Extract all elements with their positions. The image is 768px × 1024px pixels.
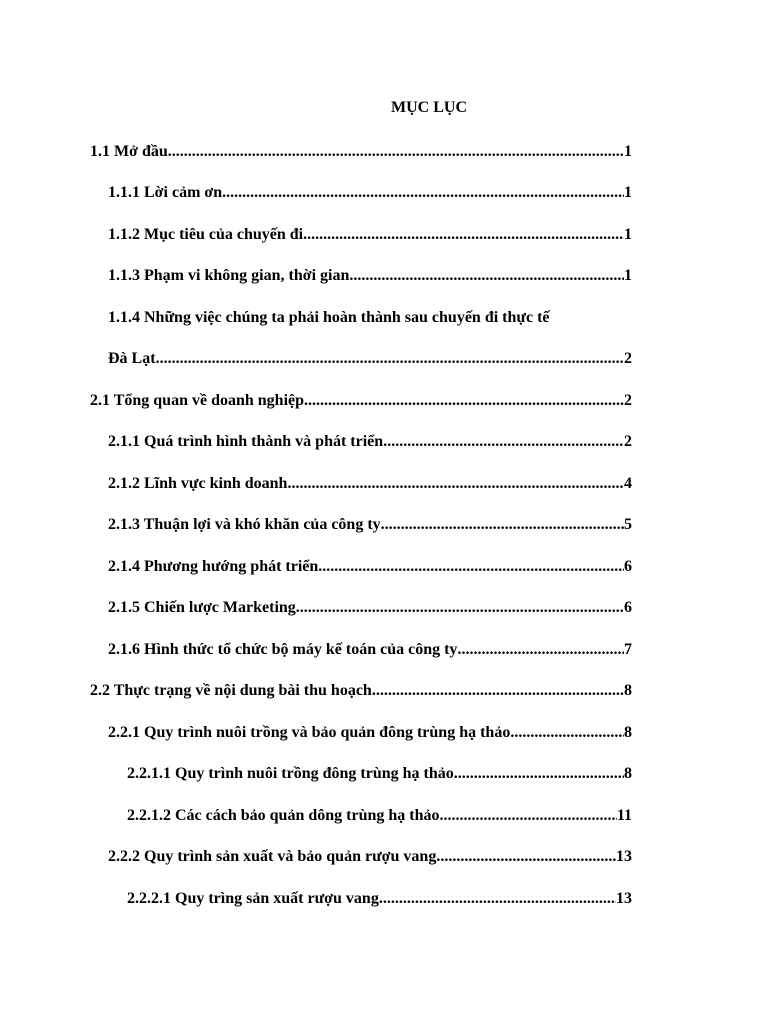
toc-leader-dots bbox=[383, 433, 624, 451]
toc-leader-dots bbox=[287, 475, 624, 493]
toc-entry-text: Đà Lạt bbox=[108, 350, 156, 367]
toc-leader-dots bbox=[304, 392, 624, 410]
toc-entry-text: 2.2.2.1 Quy trìng sản xuất rượu vang bbox=[127, 890, 379, 907]
toc-entry-page: 1 bbox=[624, 143, 632, 160]
toc-leader-dots bbox=[381, 516, 624, 534]
toc-entry[interactable] bbox=[108, 267, 632, 291]
toc-entry-page: 2 bbox=[624, 433, 632, 450]
toc-entry-text: 2.1.2 Lĩnh vực kinh doanh bbox=[108, 475, 288, 492]
toc-leader-dots bbox=[457, 641, 624, 659]
toc-entry-text: 2.1 Tổng quan về doanh nghiệp bbox=[90, 392, 305, 409]
toc-entry-page: 2 bbox=[624, 350, 632, 367]
toc-entry[interactable] bbox=[108, 641, 632, 665]
toc-entry-page: 8 bbox=[624, 765, 632, 782]
toc-entry-text: 2.1.5 Chiến lược Marketing bbox=[108, 599, 296, 616]
toc-entry-text: 2.2.1 Quy trình nuôi trồng và bảo quản đông trùng hạ thảo bbox=[108, 724, 511, 741]
toc-entry[interactable] bbox=[108, 848, 632, 872]
toc-leader-dots bbox=[296, 599, 624, 617]
toc-entry-text: 1.1.1 Lời cảm ơn bbox=[108, 184, 223, 201]
toc-entry[interactable] bbox=[108, 309, 632, 333]
toc-leader-dots bbox=[349, 267, 624, 285]
toc-entry[interactable] bbox=[108, 516, 632, 540]
toc-entry-page: 13 bbox=[616, 890, 632, 907]
toc-entry[interactable] bbox=[108, 475, 632, 499]
toc-leader-dots bbox=[303, 226, 624, 244]
toc-leader-dots bbox=[168, 143, 624, 161]
toc-entry-page: 2 bbox=[624, 392, 632, 409]
toc-entry-text: 1.1 Mở đầu bbox=[90, 143, 168, 160]
toc-leader-dots bbox=[222, 184, 624, 202]
toc-entry-page: 5 bbox=[624, 516, 632, 533]
toc-entry[interactable] bbox=[108, 350, 632, 374]
toc-entry[interactable] bbox=[127, 765, 632, 789]
toc-entry-text: 2.1.4 Phương hướng phát triển bbox=[108, 558, 319, 575]
toc-entry[interactable] bbox=[108, 226, 632, 250]
toc-entry-text: 2.1.1 Quá trình hình thành và phát triển bbox=[108, 433, 384, 450]
toc-leader-dots bbox=[318, 558, 624, 576]
toc-leader-dots bbox=[156, 350, 624, 368]
toc-entry-page: 4 bbox=[624, 475, 632, 492]
toc-entry-text: 2.1.6 Hình thức tổ chức bộ máy kế toán của công ty bbox=[108, 641, 458, 658]
toc-leader-dots bbox=[372, 682, 624, 700]
toc-entry-page: 6 bbox=[624, 599, 632, 616]
toc-leader-dots bbox=[379, 890, 616, 908]
toc-entry-text: 2.1.3 Thuận lợi và khó khăn của công ty bbox=[108, 516, 381, 533]
toc-entry-page: 6 bbox=[624, 558, 632, 575]
toc-leader-dots bbox=[440, 807, 617, 825]
toc-entry-page: 8 bbox=[624, 724, 632, 741]
toc-entry-page: 1 bbox=[624, 226, 632, 243]
toc-entry[interactable] bbox=[90, 392, 632, 416]
toc-title: MỤC LỤC bbox=[391, 99, 467, 116]
toc-entry[interactable] bbox=[127, 890, 632, 914]
toc-entry-text: 1.1.4 Những việc chúng ta phải hoàn thành sau chuyến đi thực tế bbox=[108, 309, 550, 326]
toc-entry[interactable] bbox=[108, 433, 632, 457]
toc-entry[interactable] bbox=[127, 807, 632, 831]
toc-entry-page: 1 bbox=[624, 267, 632, 284]
toc-entry[interactable] bbox=[90, 143, 632, 167]
toc-leader-dots bbox=[510, 724, 624, 742]
toc-leader-dots bbox=[436, 848, 616, 866]
toc-entry[interactable] bbox=[108, 558, 632, 582]
toc-entry-text: 1.1.2 Mục tiêu của chuyến đi bbox=[108, 226, 304, 243]
toc-entry-page: 13 bbox=[616, 848, 632, 865]
toc-entry[interactable] bbox=[108, 184, 632, 208]
toc-entry-page: 7 bbox=[624, 641, 632, 658]
toc-entry-page: 1 bbox=[624, 184, 632, 201]
toc-entry-text: 2.2.1.2 Các cách bảo quản dông trùng hạ thảo bbox=[127, 807, 440, 824]
toc-entry-text: 2.2.1.1 Quy trình nuôi trồng đông trùng hạ thảo bbox=[127, 765, 454, 782]
toc-entry-text: 2.2 Thực trạng về nội dung bài thu hoạch bbox=[90, 682, 372, 699]
toc-entry[interactable] bbox=[108, 599, 632, 623]
toc-entry-text: 1.1.3 Phạm vi không gian, thời gian bbox=[108, 267, 350, 284]
toc-entry-page: 11 bbox=[616, 807, 632, 824]
toc-entry[interactable] bbox=[90, 682, 632, 706]
toc-leader-dots bbox=[454, 765, 624, 783]
toc-entry-page: 8 bbox=[624, 682, 632, 699]
toc-entry-text: 2.2.2 Quy trình sản xuất và bảo quản rượu vang bbox=[108, 848, 437, 865]
toc-entry[interactable] bbox=[108, 724, 632, 748]
